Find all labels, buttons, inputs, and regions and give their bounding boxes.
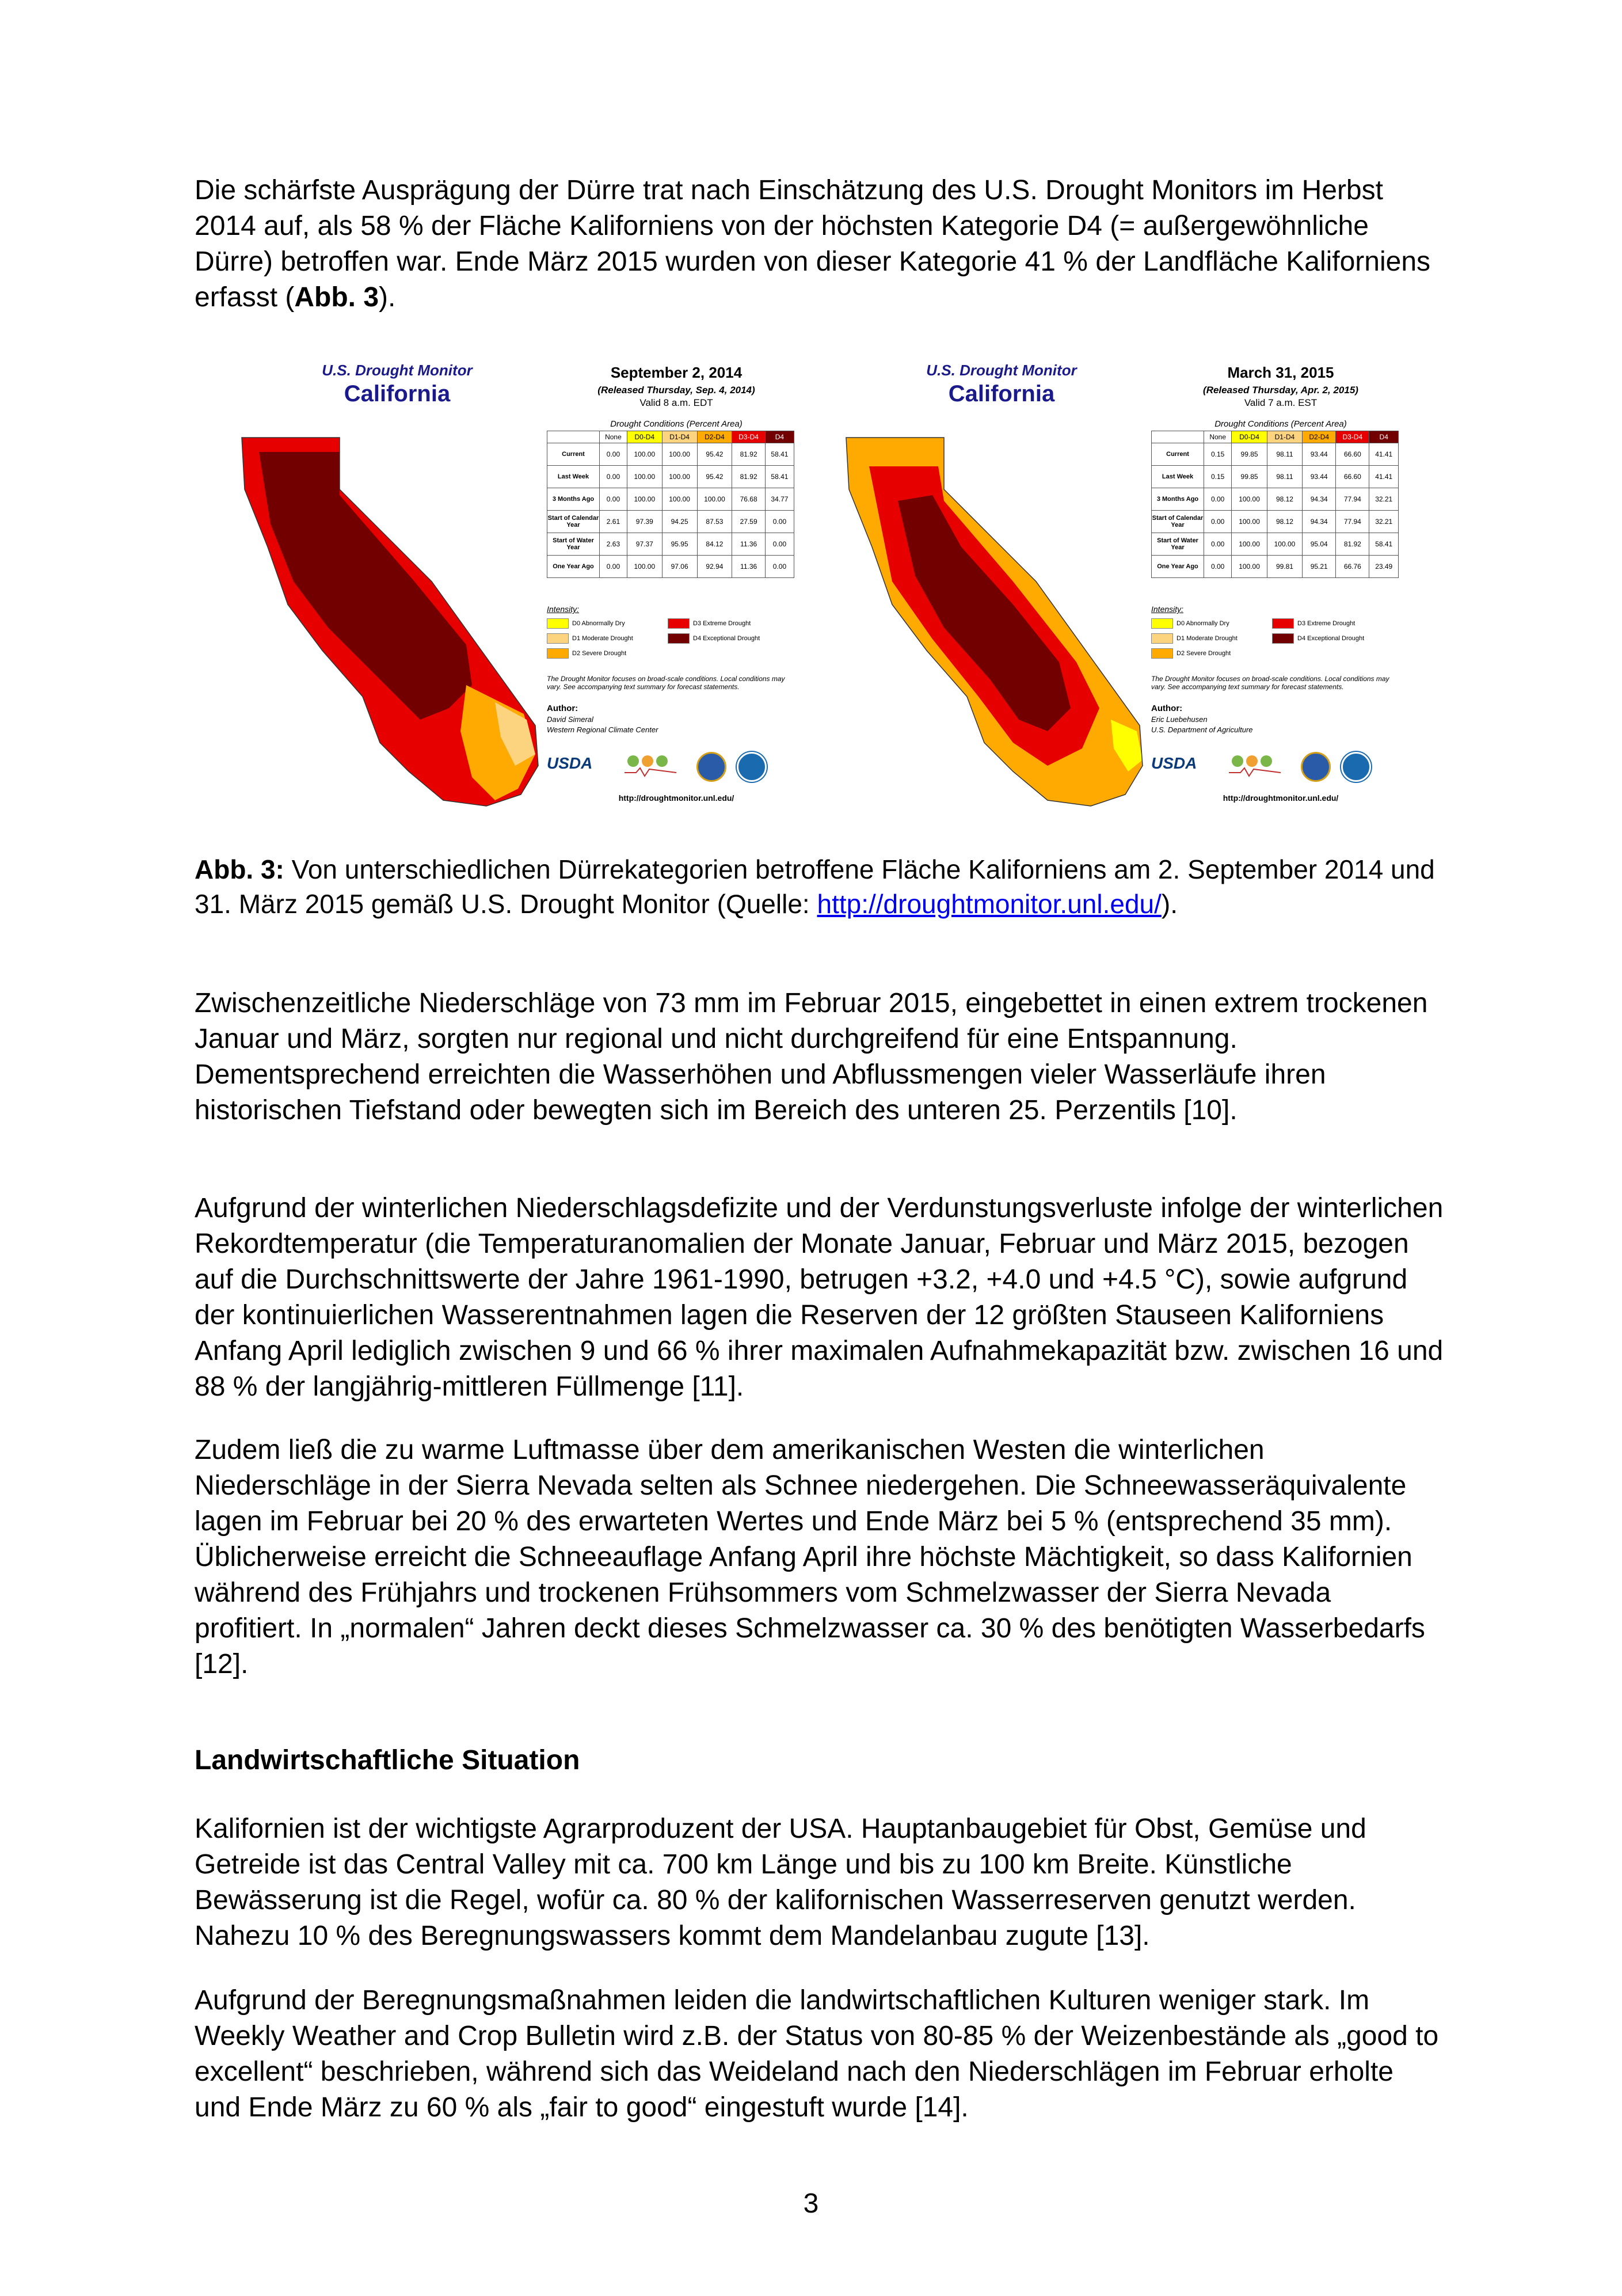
table-cell: 77.94 <box>1336 488 1369 511</box>
table-cell: 66.60 <box>1336 443 1369 466</box>
legend-swatch <box>1151 648 1173 659</box>
table-cell: 100.00 <box>627 488 662 511</box>
table-row <box>547 533 794 556</box>
legend-d3 <box>1272 618 1355 629</box>
table-cell: 0.00 <box>600 443 627 466</box>
row-label: 3 Months Ago <box>547 488 600 511</box>
author-label: Author: <box>1151 704 1183 713</box>
commerce-seal-icon <box>1301 752 1331 782</box>
commerce-seal-icon <box>696 752 726 782</box>
table-cell: 81.92 <box>732 466 766 488</box>
table-row <box>547 556 794 578</box>
legend-d2 <box>1151 648 1231 659</box>
table-cell: 0.00 <box>1204 511 1232 533</box>
col-d0-d4: D0-D4 <box>1232 431 1267 443</box>
table-cell: 95.95 <box>662 533 697 556</box>
table-cell: 95.21 <box>1303 556 1336 578</box>
table-cell: 99.85 <box>1232 443 1267 466</box>
author-organization: Western Regional Climate Center <box>547 725 658 734</box>
table-row <box>1152 511 1399 533</box>
row-label: Start of Calendar Year <box>1152 511 1204 533</box>
table-cell: 76.68 <box>732 488 766 511</box>
table-cell: 99.81 <box>1267 556 1302 578</box>
legend-swatch <box>547 648 569 659</box>
valid-time: Valid 7 a.m. EST <box>1244 397 1318 408</box>
table-row <box>547 466 794 488</box>
california-drought-map-mar-2015 <box>829 351 1151 812</box>
table-cell: 94.34 <box>1303 488 1336 511</box>
col-none: None <box>1204 431 1232 443</box>
paragraph-snow: Zudem ließ die zu warme Luftmasse über dem amerikanischen Westen die winterlichen Niederschläge in der Sierra Nevada selten als Schnee niedergehen. Die Schneewasseräquivalente lagen im Februar bei 20 % des erwarteten Wertes und Ende März bei 5 % (entsprechend 35 mm). Üblicherweise erreicht die Schneeauflage Anfang April ihre höchste Mächtigkeit, so dass Kalifornien während des Frühjahrs und trockenen Frühsommers vom Schmelzwasser der Sierra Nevada profitiert. In „normalen“ Jahren deckt dieses Schmelzwasser ca. 30 % des benötigten Wasserbedarfs [12]. <box>195 1435 1425 1679</box>
row-label: Last Week <box>1152 466 1204 488</box>
intensity-title: Intensity: <box>547 605 580 614</box>
row-label: 3 Months Ago <box>1152 488 1204 511</box>
table-cell: 92.94 <box>697 556 732 578</box>
table-cell: 98.12 <box>1267 511 1302 533</box>
table-cell: 41.41 <box>1369 466 1399 488</box>
table-cell: 100.00 <box>1267 533 1302 556</box>
table-cell: 0.00 <box>1204 488 1232 511</box>
col-d1-d4: D1-D4 <box>1267 431 1302 443</box>
col-blank <box>547 431 600 443</box>
legend-label: D0 Abnormally Dry <box>1176 619 1229 627</box>
noaa-logo-icon <box>1341 752 1371 782</box>
table-cell: 58.41 <box>765 466 794 488</box>
table-cell: 0.00 <box>765 511 794 533</box>
table-cell: 97.06 <box>662 556 697 578</box>
table-cell: 97.39 <box>627 511 662 533</box>
table-cell: 0.00 <box>765 556 794 578</box>
legend-d2 <box>547 648 626 659</box>
col-d4: D4 <box>765 431 794 443</box>
figure-caption <box>195 852 1444 921</box>
table-cell: 34.77 <box>765 488 794 511</box>
row-label: Start of Water Year <box>1152 533 1204 556</box>
usda-logo-text: USDA <box>547 754 593 772</box>
table-cell: 100.00 <box>627 556 662 578</box>
legend-d1 <box>547 633 633 644</box>
table-cell: 0.00 <box>600 488 627 511</box>
table-cell: 84.12 <box>697 533 732 556</box>
legend-label: D3 Extreme Drought <box>1297 619 1356 627</box>
legend-swatch <box>1272 633 1294 644</box>
drought-conditions-table <box>1151 431 1399 578</box>
drought-conditions-table <box>547 431 794 578</box>
ndmc-logo <box>622 751 679 780</box>
legend-swatch <box>547 618 569 629</box>
paragraph-reservoirs: Aufgrund der winterlichen Niederschlagsdefizite und der Verdunstungsverluste infolge der winterlichen Rekordtemperatur (die Temperaturanomalien der Monate Januar, Februar und März 2015, bezogen auf die Durchschnittswerte der Jahre 1961-1990, betrugen +3.2, +4.0 und +4.5 °C), sowie aufgrund der kontinuierlichen Wasserentnahmen lagen die Reserven der 12 größten Stauseen Kaliforniens Anfang April lediglich zwischen 9 und 66 % ihrer maximalen Aufnahmekapazität bzw. zwischen 16 und 88 % der langjährig-mittleren Füllmenge [11]. <box>195 1193 1444 1402</box>
legend-label: D2 Severe Drought <box>572 649 627 657</box>
author-name: David Simeral <box>547 715 593 724</box>
table-cell: 95.42 <box>697 466 732 488</box>
state-title: California <box>344 381 451 406</box>
table-cell: 0.00 <box>765 533 794 556</box>
row-label: Current <box>1152 443 1204 466</box>
legend-d0 <box>547 618 625 629</box>
legend-swatch <box>1272 618 1294 629</box>
partner-logos <box>1151 748 1399 783</box>
release-date: (Released Thursday, Apr. 2, 2015) <box>1203 385 1358 396</box>
col-d0-d4: D0-D4 <box>627 431 662 443</box>
paragraph-precipitation: Zwischenzeitliche Niederschläge von 73 mm im Februar 2015, eingebettet in einen extrem trockenen Januar und März, sorgten nur regional und nicht durchgreifend für eine Entspannung. Dementsprechend erreichten die Wasserhöhen und Abflussmengen vieler Wasserläufe ihren historischen Tiefstand oder bewegten sich im Bereich des unteren 25. Perzentils [10]. <box>195 988 1428 1126</box>
table-row <box>1152 533 1399 556</box>
col-d3-d4: D3-D4 <box>732 431 766 443</box>
monitor-title: U.S. Drought Monitor <box>322 362 473 379</box>
legend-d3 <box>668 618 751 629</box>
map-date: March 31, 2015 <box>1227 364 1334 381</box>
usda-logo <box>1151 752 1203 777</box>
table-cell: 100.00 <box>662 466 697 488</box>
legend-label: D4 Exceptional Drought <box>693 634 760 642</box>
table-cell: 0.00 <box>1204 556 1232 578</box>
drought-map-panel-mar-2015 <box>829 351 1410 812</box>
table-cell: 98.11 <box>1267 443 1302 466</box>
table-cell: 100.00 <box>662 443 697 466</box>
row-label: Start of Calendar Year <box>547 511 600 533</box>
drought-monitor-figure <box>224 351 1410 812</box>
table-cell: 0.00 <box>600 466 627 488</box>
section-heading: Landwirtschaftliche Situation <box>195 1745 580 1776</box>
table-cell: 93.44 <box>1303 443 1336 466</box>
paragraph-crops: Aufgrund der Beregnungsmaßnahmen leiden die landwirtschaftlichen Kulturen weniger stark. Im Weekly Weather and Crop Bulletin wird z.B. der Status von 80-85 % der Weizenbestände als „good to excellent“ beschrieben, während sich das Weideland nach den Niederschlägen im Februar erholte und Ende März zu 60 % als „fair to good“ eingestuft wurde [14]. <box>195 1985 1439 2123</box>
table-cell: 100.00 <box>1232 488 1267 511</box>
table-cell: 66.76 <box>1336 556 1369 578</box>
row-label: Last Week <box>547 466 600 488</box>
table-cell: 11.36 <box>732 556 766 578</box>
col-blank <box>1152 431 1204 443</box>
map-date: September 2, 2014 <box>610 364 743 381</box>
legend-label: D1 Moderate Drought <box>572 634 633 642</box>
table-row <box>547 488 794 511</box>
table-cell: 93.44 <box>1303 466 1336 488</box>
legend-swatch <box>547 633 569 644</box>
table-cell: 97.37 <box>627 533 662 556</box>
table-cell: 0.15 <box>1204 443 1232 466</box>
legend-label: D4 Exceptional Drought <box>1297 634 1365 642</box>
table-cell: 81.92 <box>1336 533 1369 556</box>
table-cell: 66.60 <box>1336 466 1369 488</box>
table-cell: 0.15 <box>1204 466 1232 488</box>
legend-swatch <box>668 618 690 629</box>
table-cell: 100.00 <box>1232 511 1267 533</box>
table-cell: 81.92 <box>732 443 766 466</box>
table-cell: 0.00 <box>600 556 627 578</box>
col-d3-d4: D3-D4 <box>1336 431 1369 443</box>
legend-d0 <box>1151 618 1229 629</box>
table-row <box>1152 488 1399 511</box>
table-row <box>547 511 794 533</box>
table-cell: 32.21 <box>1369 511 1399 533</box>
figure-reference: Abb. 3 <box>294 282 379 313</box>
author-organization: U.S. Department of Agriculture <box>1151 725 1253 734</box>
release-date: (Released Thursday, Sep. 4, 2014) <box>597 385 755 396</box>
table-cell: 94.25 <box>662 511 697 533</box>
state-title: California <box>948 381 1055 406</box>
table-cell: 23.49 <box>1369 556 1399 578</box>
author-name: Eric Luebehusen <box>1151 715 1208 724</box>
legend-swatch <box>1151 633 1173 644</box>
monitor-title: U.S. Drought Monitor <box>926 362 1077 379</box>
california-drought-map-sep-2014 <box>224 351 547 812</box>
col-d2-d4: D2-D4 <box>697 431 732 443</box>
table-cell: 0.00 <box>1204 533 1232 556</box>
row-label: One Year Ago <box>547 556 600 578</box>
paragraph-intro-text: Die schärfste Ausprägung der Dürre trat nach Einschätzung des U.S. Drought Monitors im Herbst 2014 auf, als 58 % der Fläche Kaliforniens von der höchsten Kategorie D4 (= außergewöhnliche Dürre) betroffen war. Ende März 2015 wurden von dieser Kategorie 41 % der Landfläche Kaliforniens erfasst ( <box>195 175 1431 313</box>
caption-end: ). <box>1161 889 1178 919</box>
row-label: Start of Water Year <box>547 533 600 556</box>
usda-logo <box>547 752 599 777</box>
legend-swatch <box>668 633 690 644</box>
col-none: None <box>600 431 627 443</box>
legend-swatch <box>1151 618 1173 629</box>
table-cell: 2.63 <box>600 533 627 556</box>
table-cell: 27.59 <box>732 511 766 533</box>
partner-logos <box>547 748 794 783</box>
drought-map-panel-sep-2014 <box>224 351 806 812</box>
ndmc-logo <box>1226 751 1284 780</box>
legend-label: D2 Severe Drought <box>1176 649 1231 657</box>
noaa-logo-icon <box>737 752 767 782</box>
table-cell: 95.04 <box>1303 533 1336 556</box>
table-row <box>1152 466 1399 488</box>
caption-label: Abb. 3: <box>195 854 284 884</box>
table-cell: 100.00 <box>697 488 732 511</box>
valid-time: Valid 8 a.m. EDT <box>639 397 713 408</box>
legend-label: D0 Abnormally Dry <box>572 619 625 627</box>
table-cell: 95.42 <box>697 443 732 466</box>
usda-logo-text: USDA <box>1151 754 1197 772</box>
legend-d1 <box>1151 633 1238 644</box>
table-cell: 100.00 <box>627 443 662 466</box>
legend-d4 <box>668 633 760 644</box>
legend-label: D1 Moderate Drought <box>1176 634 1238 642</box>
paragraph-intro <box>195 173 1444 315</box>
paragraph-agriculture: Kalifornien ist der wichtigste Agrarproduzent der USA. Hauptanbaugebiet für Obst, Gemüse und Getreide ist das Central Valley mit ca. 700 km Länge und bis zu 100 km Breite. Künstliche Bewässerung ist die Regel, wofür ca. 80 % der kalifornischen Wasserreserven genutzt werden. Nahezu 10 % des Beregnungswassers kommt dem Mandelanbau zugute [13]. <box>195 1814 1366 1951</box>
col-d4: D4 <box>1369 431 1399 443</box>
table-cell: 77.94 <box>1336 511 1369 533</box>
table-row <box>1152 556 1399 578</box>
source-link[interactable]: http://droughtmonitor.unl.edu/ <box>817 889 1162 919</box>
table-cell: 2.61 <box>600 511 627 533</box>
table-row <box>1152 443 1399 466</box>
table-cell: 94.34 <box>1303 511 1336 533</box>
row-label: Current <box>547 443 600 466</box>
table-cell: 11.36 <box>732 533 766 556</box>
table-cell: 58.41 <box>765 443 794 466</box>
conditions-title: Drought Conditions (Percent Area) <box>610 419 743 429</box>
table-cell: 98.11 <box>1267 466 1302 488</box>
page-number: 3 <box>803 2188 819 2219</box>
table-cell: 100.00 <box>662 488 697 511</box>
table-cell: 41.41 <box>1369 443 1399 466</box>
table-row <box>547 443 794 466</box>
monitor-url: http://droughtmonitor.unl.edu/ <box>1223 793 1339 803</box>
row-label: One Year Ago <box>1152 556 1204 578</box>
table-cell: 99.85 <box>1232 466 1267 488</box>
monitor-url: http://droughtmonitor.unl.edu/ <box>618 793 734 803</box>
table-cell: 100.00 <box>627 466 662 488</box>
table-cell: 32.21 <box>1369 488 1399 511</box>
monitor-note: The Drought Monitor focuses on broad-scale conditions. Local conditions may vary. See accompanying text summary for forecast statements. <box>1151 675 1389 691</box>
col-d1-d4: D1-D4 <box>662 431 697 443</box>
paragraph-intro-end: ). <box>379 282 396 313</box>
table-cell: 100.00 <box>1232 556 1267 578</box>
monitor-note: The Drought Monitor focuses on broad-scale conditions. Local conditions may vary. See accompanying text summary for forecast statements. <box>547 675 785 691</box>
intensity-title: Intensity: <box>1151 605 1184 614</box>
table-cell: 98.12 <box>1267 488 1302 511</box>
conditions-title: Drought Conditions (Percent Area) <box>1214 419 1347 429</box>
author-label: Author: <box>547 704 578 713</box>
col-d2-d4: D2-D4 <box>1303 431 1336 443</box>
table-cell: 100.00 <box>1232 533 1267 556</box>
caption-text: Von unterschiedlichen Dürrekategorien betroffene Fläche Kaliforniens am 2. September 2014 und 31. März 2015 gemäß U.S. Drought Monitor (Quelle: <box>195 854 1435 919</box>
table-cell: 58.41 <box>1369 533 1399 556</box>
table-cell: 87.53 <box>697 511 732 533</box>
legend-d4 <box>1272 633 1364 644</box>
legend-label: D3 Extreme Drought <box>693 619 751 627</box>
